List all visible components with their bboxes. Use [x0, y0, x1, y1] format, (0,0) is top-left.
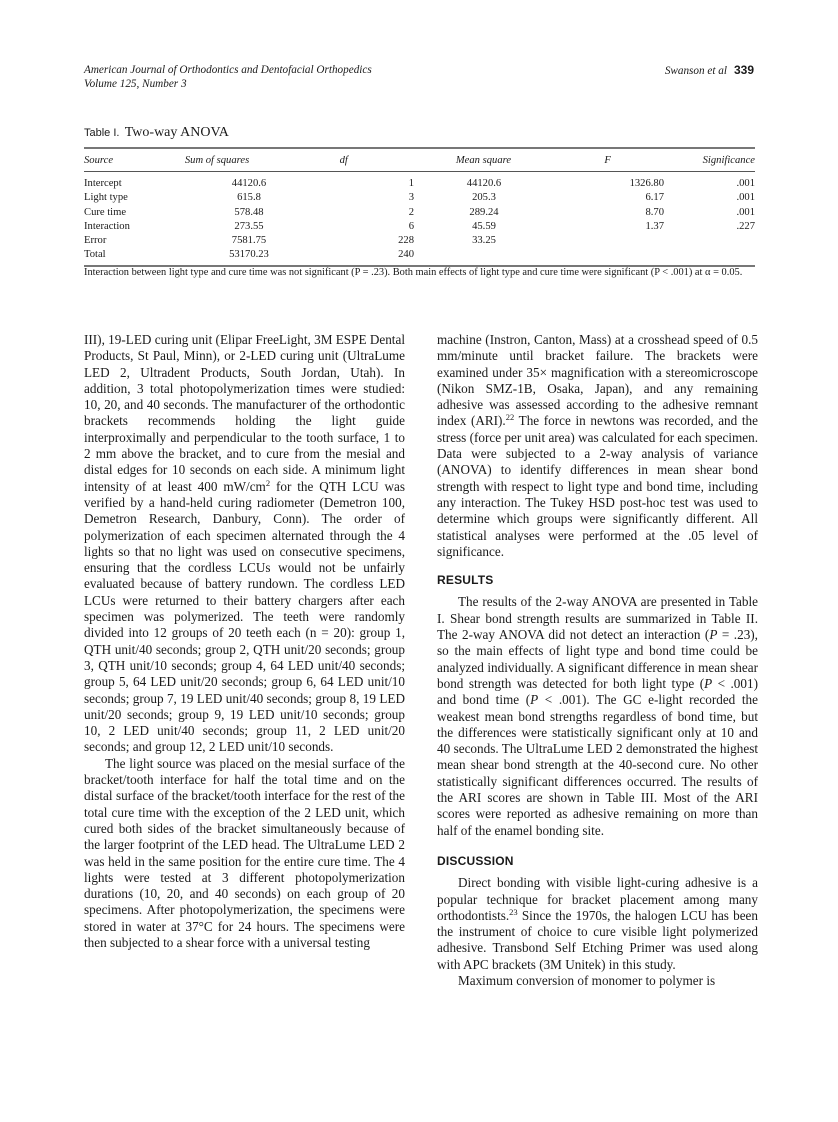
citation-superscript: 22: [505, 412, 515, 423]
author-page: [665, 63, 754, 78]
table-header-row: [84, 149, 755, 171]
cell-sum-of-squares: 615.8: [237, 192, 261, 204]
cell-source: Error: [84, 235, 107, 247]
header-sum-of-squares: Sum of squares: [184, 154, 250, 166]
anova-table: [84, 147, 755, 267]
paragraph-text: Direct bonding with visible light-curing adhesive is a popular technique for bracket placement among many orthodontists.: [437, 875, 758, 923]
cell-df: 240: [398, 249, 414, 261]
cell-significance: [664, 248, 755, 262]
cell-f: [554, 234, 664, 248]
cell-mean-square: 205.3: [472, 192, 496, 204]
left-column: [84, 332, 405, 951]
cell-significance: .001: [736, 178, 755, 189]
results-paragraph: [437, 594, 758, 838]
cell-mean-square: [414, 248, 554, 262]
cell-source: Total: [84, 249, 106, 261]
page-number: 339: [733, 63, 754, 77]
header-f: F: [604, 154, 611, 166]
cell-f: 6.17: [645, 192, 664, 204]
p-value-symbol: P: [709, 627, 718, 643]
header-mean-square: Mean square: [455, 154, 512, 166]
table-row: [84, 248, 755, 262]
header-df: df: [339, 154, 348, 166]
paragraph: [84, 332, 405, 756]
table-caption: [84, 125, 229, 141]
cell-significance: .001: [736, 206, 755, 218]
discussion-heading: DISCUSSION: [437, 853, 514, 868]
cell-sum-of-squares: 53170.23: [229, 249, 269, 261]
journal-title: American Journal of Orthodontics and Dentofacial Orthopedics: [84, 64, 372, 76]
cell-source: Light type: [84, 192, 128, 204]
p-value-symbol: P: [530, 692, 539, 708]
table-row: [84, 220, 755, 234]
results-heading: RESULTS: [437, 573, 494, 588]
cell-df: 2: [408, 206, 414, 218]
paragraph-text: machine (Instron, Canton, Mass) at a crosshead speed of 0.5 mm/minute until bracket failure. The brackets were examined under 35× magnification with a stereomicroscope (Nikon SMZ-1B, Osaka, Japan), and any remaining adhesive was assessed according to the adhesive remnant index (ARI).: [437, 332, 758, 429]
table-row: [84, 191, 755, 205]
p-value-symbol: P: [704, 675, 713, 691]
table-row: [84, 177, 755, 191]
cell-mean-square: 45.59: [472, 220, 496, 232]
journal-volume: Volume 125, Number 3: [84, 78, 187, 90]
cell-df: 6: [408, 220, 414, 232]
paragraph-text: III), 19-LED curing unit (Elipar FreeLight, 3M ESPE Dental Products, St Paul, Minn), or 2-LED curing unit (UltraLume LED 2, Ultradent Products, South Jordan, Utah). In addition, 3 total photopolymerization times were studied: 10, 20, and 40 seconds. The manufacturer of the orthodontic brackets recommends holding the light guide interproximally and perpendicular to the tooth surface, 1 to 2 mm above the bracket, and to cure from the mesial and distal edges for 10 seconds on each side. A minimum light intensity of at least 400 mW/cm: [84, 332, 405, 494]
cell-f: [554, 248, 664, 262]
cell-df: 3: [408, 192, 414, 204]
paragraph-text: = .23), so the main effects of light type and bond time could be analyzed individually. A significant difference in mean shear bond strength was detected for both light type (: [437, 627, 758, 691]
paragraph-text: The force in newtons was recorded, and the stress (force per unit area) was calculated for each specimen. Data were subjected to a 2-way analysis of variance (ANOVA) to identify differences in mean shear bond strength with respect to light type and bond time, including any interaction. The Tukey HSD post-hoc test was used to determine which groups were significantly different. All statistical analyses were performed at the .05 level of significance.: [437, 413, 758, 559]
paragraph-text: < .001) and bond time (: [437, 675, 758, 708]
cell-df: 228: [398, 235, 414, 247]
cell-mean-square: 289.24: [469, 206, 499, 218]
superscript: 2: [265, 477, 271, 488]
table-row: [84, 234, 755, 248]
cell-mean-square: 33.25: [472, 235, 496, 247]
table-row: [84, 206, 755, 220]
cell-sum-of-squares: 44120.6: [231, 178, 267, 189]
cell-sum-of-squares: 7581.75: [231, 235, 267, 247]
paragraph-text: Since the 1970s, the halogen LCU has been the instrument of choice to cure visible light polymerized adhesive. Transbond Self Etching Primer was used along with APC brackets (3M Unitek) in this study.: [437, 907, 758, 972]
right-column: [437, 332, 758, 989]
cell-f: 8.70: [645, 206, 664, 218]
discussion-paragraph: [437, 875, 758, 973]
discussion-paragraph: Maximum conversion of monomer to polymer is: [458, 972, 716, 988]
cell-source: Cure time: [84, 206, 127, 218]
paragraph: [437, 332, 758, 560]
authors: Swanson et al: [664, 65, 727, 77]
cell-source: Interaction: [84, 220, 130, 232]
cell-f: 1.37: [645, 220, 664, 232]
paragraph-text: for the QTH LCU was verified by a hand-held curing radiometer (Demetron 100, Demetron Research, Danbury, Conn). The order of polymerization of each specimen alternated through the 4 lights so that no light was used on consecutive specimens, ensuring that the cordless LCUs would not be unfairly evaluated because of battery rundown. The cordless LED LCUs were returned to their battery chargers after each specimen was polymerized. The teeth were randomly divided into 12 groups of 20 teeth each (n = 20): group 1, QTH unit/40 seconds; group 2, QTH unit/20 seconds; group 3, QTH unit/10 seconds; group 4, 64 LED unit/40 seconds; group 5, 64 LED unit/20 seconds; group 6, 64 LED unit/10 seconds; group 7, 19 LED unit/40 seconds; group 8, 19 LED unit/20 seconds; group 9, 19 LED unit/10 seconds; group 10, 2 LED unit/40 seconds; group 11, 2 LED unit/20 seconds; and group 12, 2 LED unit/10 seconds.: [84, 478, 405, 755]
cell-source: Intercept: [84, 178, 122, 189]
cell-mean-square: 44120.6: [466, 178, 502, 189]
cell-df: 1: [408, 178, 414, 189]
table-label: Table I.: [84, 127, 120, 139]
table-title: Two-way ANOVA: [124, 125, 229, 140]
paragraph: The light source was placed on the mesial surface of the bracket/tooth interface for half the total time and on the distal surface of the bracket/tooth interface for the rest of the total cure time with the exception of the 2 LED unit, which cured both sides of the bracket simultaneously because of the larger footprint of the LED head. The UltraLume LED 2 was held in the same position for the entire cure time. The 4 lights were tested at 3 different photopolymerization durations (10, 20, and 40 seconds) on each group of 20 specimens. After photopolymerization, the specimens were stored in water at 37°C for 24 hours. The specimens were then subjected to a shear force with a universal testing: [84, 755, 405, 950]
journal-info: [84, 63, 372, 91]
cell-sum-of-squares: 578.48: [234, 206, 264, 218]
paragraph-text: The results of the 2-way ANOVA are presented in Table I. Shear bond strength results are summarized in Table II. The 2-way ANOVA did not detect an interaction (: [437, 594, 758, 643]
cell-significance: .001: [736, 192, 755, 204]
header-significance: Significance: [702, 154, 755, 166]
cell-sum-of-squares: 273.55: [234, 220, 264, 232]
citation-superscript: 23: [509, 906, 518, 917]
paragraph-text: < .001). The GC e-light recorded the weakest mean bond strengths regardless of bond time, but the differences were statistically significant only at 10 and 40 seconds. The UltraLume LED 2 demonstrated the highest mean shear bond strength at the 40-second cure. No other statistically significant differences occurred. The results of the ARI scores are shown in Table III. Most of the ARI scores were reported as adhesive remaining on more than half of the enamel bonding site.: [437, 692, 758, 838]
cell-significance: .227: [736, 220, 755, 232]
header-source: Source: [84, 154, 114, 166]
cell-significance: [664, 234, 755, 248]
cell-f: 1326.80: [629, 178, 664, 189]
table-footnote: Interaction between light type and cure time was not significant (P = .23). Both main effects of light type and cure time were significant (P < .001) at α = 0.05.: [84, 267, 743, 278]
